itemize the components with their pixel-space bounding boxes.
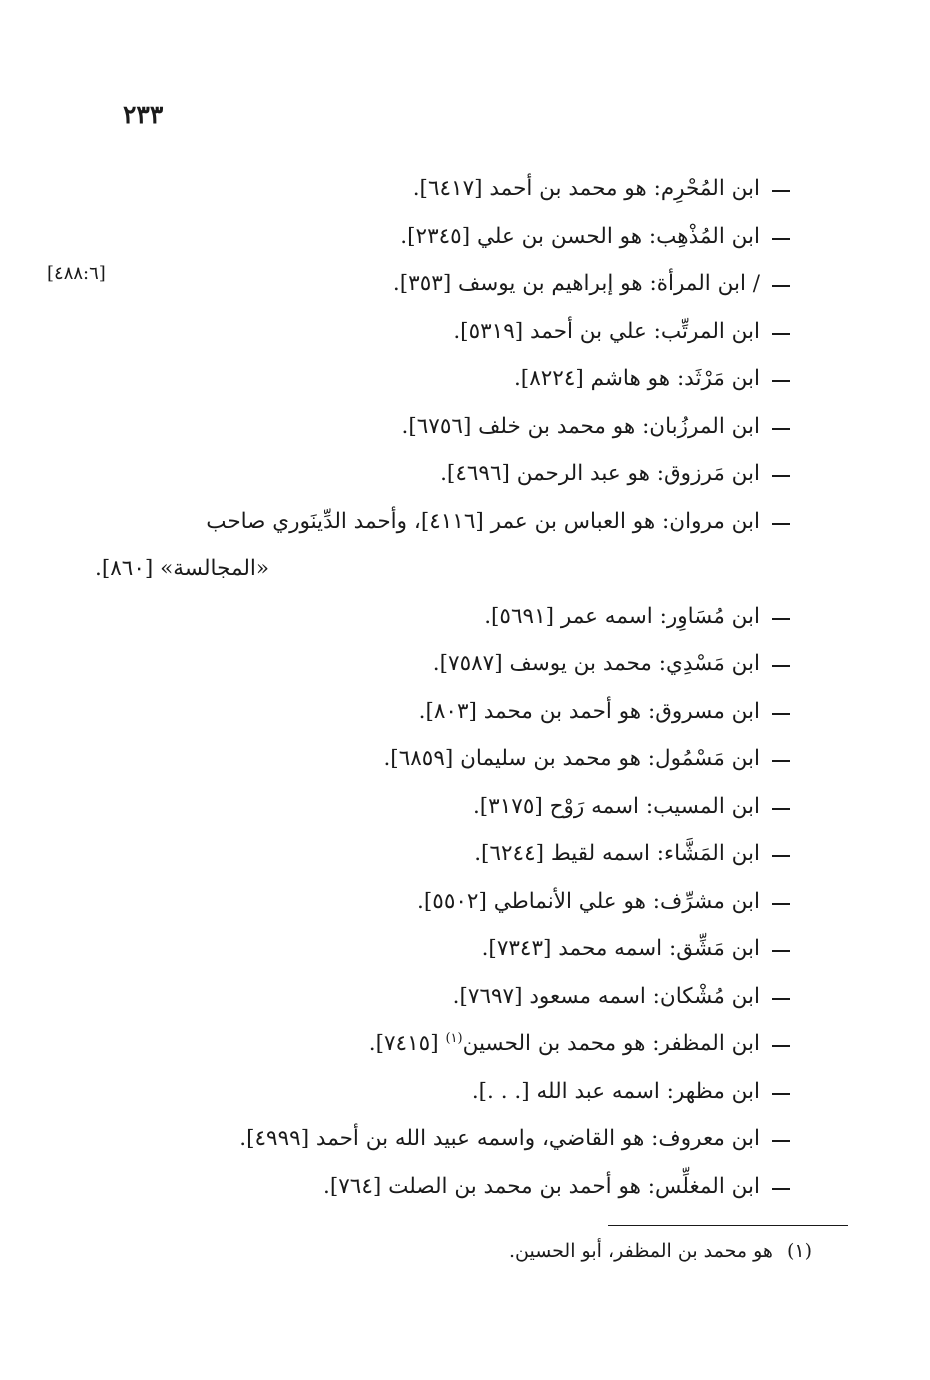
footnote-mark: (١) (786, 1240, 812, 1262)
list-item (100, 973, 790, 1021)
dash-mark (772, 618, 790, 620)
list-item (100, 830, 790, 878)
footnote-text: هو محمد بن المظفر، أبو الحسين. (508, 1240, 773, 1262)
entry-text: ابن المظفر: هو محمد بن الحسين (462, 1031, 760, 1056)
entry-text: ابن مروان: هو العباس بن عمر [٤١١٦]، وأحمد الدِّينَوري صاحب (206, 508, 760, 534)
page-number: ٢٣٣ (123, 100, 164, 129)
list-item (100, 783, 790, 831)
list-item (100, 735, 790, 783)
dash-mark (772, 475, 790, 477)
entry-text: ابن مسروق: هو أحمد بن محمد [٨٠٣]. (418, 698, 760, 724)
dash-mark (772, 760, 790, 762)
entry-text: ابن المسيب: اسمه رَوْح [٣١٧٥]. (472, 793, 760, 819)
list-item (100, 925, 790, 973)
dash-mark (772, 1188, 790, 1190)
dash-mark (772, 665, 790, 667)
dash-mark (772, 998, 790, 1000)
list-item (100, 878, 790, 926)
dash-mark (772, 1093, 790, 1095)
dash-mark (772, 808, 790, 810)
list-item (95, 498, 790, 593)
entry-text: ابن المرزُبان: هو محمد بن خلف [٦٧٥٦]. (401, 413, 760, 439)
dash-mark (772, 190, 790, 192)
dash-mark (772, 903, 790, 905)
list-item (100, 213, 790, 261)
footnote-divider (608, 1225, 848, 1226)
list-item (100, 1020, 790, 1068)
entry-text: ابن مَرْثَد: هو هاشم [٨٢٢٤]. (513, 366, 760, 391)
entry-list (95, 165, 790, 1210)
entry-text: ابن مُشْكان: اسمه مسعود [٧٦٩٧]. (452, 983, 760, 1009)
dash-mark (772, 1045, 790, 1047)
list-item (100, 688, 790, 736)
dash-mark (772, 238, 790, 240)
list-item (100, 593, 790, 641)
list-item (100, 165, 790, 213)
dash-mark (772, 1140, 790, 1142)
entry-text: ابن المُذْهِب: هو الحسن بن علي [٢٣٤٥]. (400, 223, 760, 249)
dash-mark (772, 428, 790, 430)
entry-text: ابن مَرزوق: هو عبد الرحمن [٤٦٩٦]. (440, 461, 760, 486)
list-item (100, 355, 790, 403)
entry-text: ابن المُحْرِم: هو محمد بن أحمد [٦٤١٧]. (412, 176, 760, 201)
entry-text-after: [٧٤١٥]. (368, 1031, 446, 1056)
entry-text: ابن مُسَاوِر: اسمه عمر [٥٦٩١]. (484, 603, 760, 629)
list-item (100, 260, 790, 308)
list-item (100, 640, 790, 688)
list-item (100, 1068, 790, 1116)
entry-text: ابن المغلِّس: هو أحمد بن محمد بن الصلت [٧٦٤]. (322, 1173, 760, 1199)
entry-text: / ابن المرأة: هو إبراهيم بن يوسف [٣٥٣]. (392, 271, 760, 296)
entry-continuation: «المجالسة» [٨٦٠]. (95, 556, 270, 581)
list-item (100, 450, 790, 498)
entry-text: ابن مَسْدِي: محمد بن يوسف [٧٥٨٧]. (432, 651, 760, 676)
entry-text: ابن المرتِّب: علي بن أحمد [٥٣١٩]. (453, 318, 760, 344)
list-item (100, 1115, 790, 1163)
dash-mark (772, 950, 790, 952)
dash-mark (772, 380, 790, 382)
entry-text: ابن مَشِّق: اسمه محمد [٧٣٤٣]. (481, 936, 760, 961)
footnote (509, 1240, 812, 1262)
entry-text: ابن مشرِّف: هو علي الأنماطي [٥٥٠٢]. (417, 888, 760, 914)
dash-mark (772, 333, 790, 335)
footnote-reference[interactable]: (١) (445, 1030, 463, 1046)
dash-mark (772, 523, 790, 525)
list-item (100, 403, 790, 451)
entry-text: ابن مَسْمُول: هو محمد بن سليمان [٦٨٥٩]. (383, 746, 760, 771)
list-item (100, 1163, 790, 1211)
entry-text: ابن مظهر: اسمه عبد الله [. . .]. (471, 1078, 760, 1104)
entry-text: ابن المَشَّاء: اسمه لقيط [٦٢٤٤]. (474, 841, 760, 866)
entry-text: ابن معروف: هو القاضي، واسمه عبيد الله بن أحمد [٤٩٩٩]. (239, 1126, 760, 1151)
dash-mark (772, 285, 790, 287)
margin-note: [٤٨٨:٦] (47, 263, 106, 284)
dash-mark (772, 855, 790, 857)
dash-mark (772, 713, 790, 715)
list-item (100, 308, 790, 356)
